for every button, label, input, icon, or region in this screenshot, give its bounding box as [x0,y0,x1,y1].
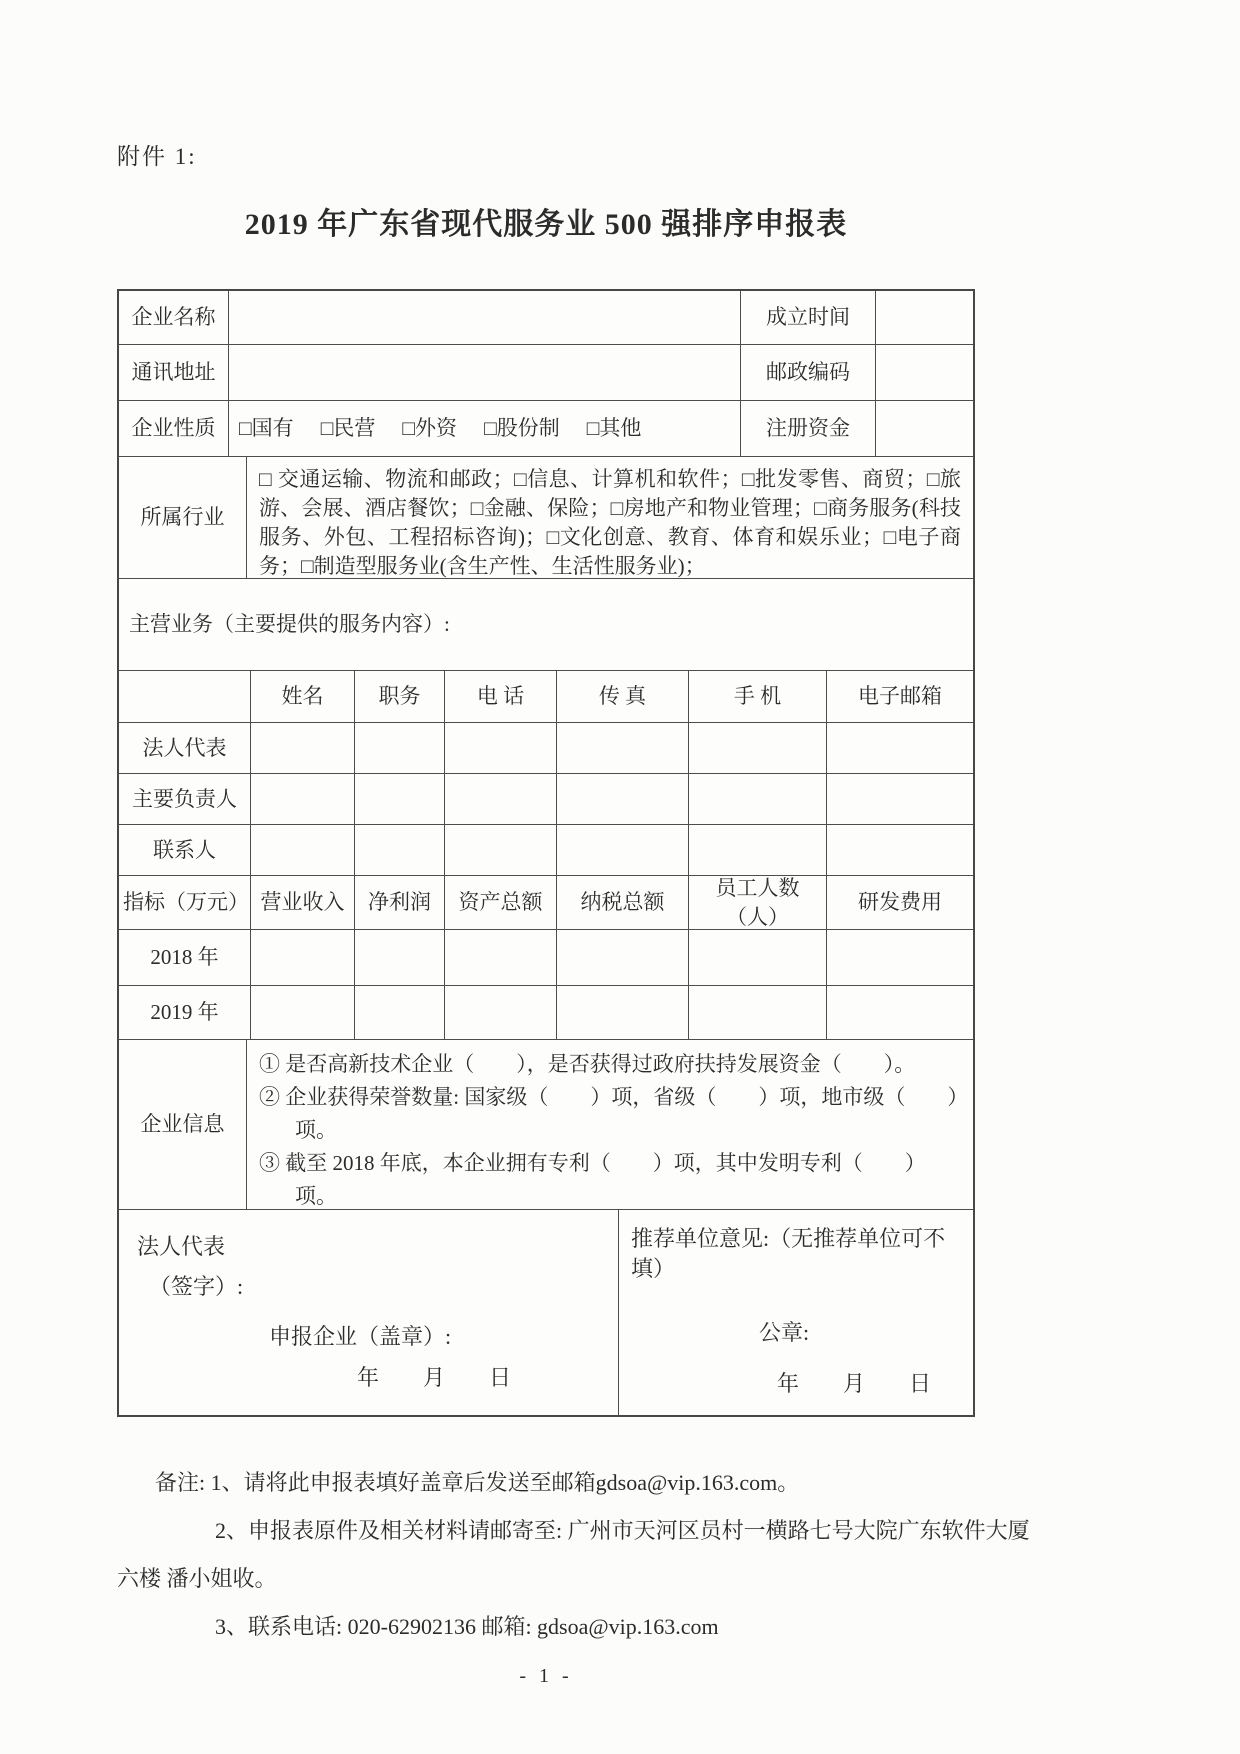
col-header-phone: 电 话 [445,671,557,722]
industry-label: 所属行业 [119,457,247,578]
input-cell [689,774,827,824]
input-cell [445,825,557,875]
input-cell [557,930,689,985]
input-cell [355,774,445,824]
input-cell [827,774,973,824]
notes-label: 备注: [155,1470,206,1495]
nature-label: 企业性质 [119,401,229,456]
input-cell [827,986,973,1039]
row-label-contact: 联系人 [119,825,251,875]
attachment-label: 附件 1: [117,144,197,169]
row-label-responsible: 主要负责人 [119,774,251,824]
company-info-item-3: ③ 截至 2018 年底，本企业拥有专利（ ）项，其中发明专利（ ）项。 [259,1151,926,1208]
application-form-table [117,289,975,1417]
sign-here-label: （签字）: [149,1274,244,1299]
input-cell [445,986,557,1039]
checkbox-option-other: □其他 [586,416,642,441]
founded-field [876,291,973,344]
capital-label: 注册资金 [741,401,876,456]
input-cell [689,825,827,875]
input-cell [251,930,355,985]
page-number: - 1 - [519,1665,573,1687]
main-business-label: 主营业务（主要提供的服务内容）: [129,612,450,637]
input-cell [445,930,557,985]
col-header-total-tax: 纳税总额 [557,876,689,929]
row-label-2018: 2018 年 [119,930,251,985]
checkbox-option-private: □民营 [320,416,376,441]
input-cell [355,930,445,985]
note-item-2-continued: 六楼 潘小姐收。 [117,1566,277,1591]
nature-options [229,401,741,456]
company-name-label: 企业名称 [119,291,229,344]
table-row [119,774,973,825]
official-seal-label: 公章: [759,1320,810,1345]
table-row [119,1040,973,1210]
founded-label: 成立时间 [741,291,876,344]
signature-row [119,1210,973,1415]
contacts-header-row [119,671,973,723]
note-item-1: 1、请将此申报表填好盖章后发送至邮箱gdsoa@vip.163.com。 [210,1470,800,1495]
input-cell [557,825,689,875]
indicators-header-row [119,876,973,930]
checkbox-option-joint-stock: □股份制 [484,416,560,441]
signature-left-cell [119,1210,619,1415]
table-row [119,825,973,876]
input-cell [251,986,355,1039]
address-field [229,345,741,400]
col-header-total-assets: 资产总额 [445,876,557,929]
input-cell [251,825,355,875]
address-label: 通讯地址 [119,345,229,400]
col-header-rnd-expense: 研发费用 [858,890,942,915]
input-cell [827,825,973,875]
note-item-2: 2、申报表原件及相关材料请邮寄至: 广州市天河区员村一横路七号大院广东软件大厦 [215,1518,1030,1543]
legal-rep-sign-label: 法人代表 [137,1234,226,1259]
col-header-mobile: 手 机 [689,671,827,722]
input-cell [355,723,445,773]
input-cell [689,986,827,1039]
input-cell [827,930,973,985]
company-info-label: 企业信息 [119,1040,247,1209]
table-row [119,457,973,579]
recommend-unit-label: 推荐单位意见:（无推荐单位可不填） [631,1226,946,1281]
right-date-placeholder: 年 月 日 [777,1371,932,1397]
postcode-field [876,345,973,400]
page-content [117,0,1123,1688]
note-line-1 [155,1459,1123,1507]
table-row [119,986,973,1040]
input-cell [557,723,689,773]
checkbox-option-state-owned: □国有 [239,416,294,441]
postcode-label: 邮政编码 [741,345,876,400]
left-date-placeholder: 年 月 日 [357,1365,512,1391]
company-seal-label: 申报企业（盖章）: [269,1324,452,1349]
input-cell [557,986,689,1039]
input-cell [251,774,355,824]
input-cell [827,723,973,773]
col-header-net-profit: 净利润 [355,876,445,929]
input-cell [445,774,557,824]
input-cell [689,930,827,985]
table-row [119,930,973,986]
input-cell [355,986,445,1039]
table-row [119,291,973,345]
row-label-2019: 2019 年 [119,986,251,1039]
input-cell [557,774,689,824]
capital-field [876,401,973,456]
checkbox-option-foreign: □外资 [402,416,458,441]
company-name-field [229,291,741,344]
input-cell [689,723,827,773]
col-header-revenue: 营业收入 [251,876,355,929]
notes-section [117,1459,1123,1651]
row-label-legal-rep: 法人代表 [119,723,251,773]
note-item-3: 3、联系电话: 020-62902136 邮箱: gdsoa@vip.163.com [215,1614,719,1639]
table-row [119,723,973,774]
company-info-item-2: ② 企业获得荣誉数量: 国家级（ ）项，省级（ ）项，地市级（ ）项。 [259,1085,958,1142]
col-header-name: 姓名 [251,671,355,722]
input-cell [251,723,355,773]
indicator-unit-label: 指标（万元） [119,876,251,929]
input-cell [355,825,445,875]
col-header-email: 电子邮箱 [858,684,942,709]
industry-options-text: □ 交通运输、物流和邮政；□信息、计算机和软件；□批发零售、商贸；□旅游、会展、酒店餐饮；□金融、保险；□房地产和物业管理；□商务服务(科技服务、外包、工程招标咨询)；□文化创意、教育、体育和娱乐业；□电子商务；□制造型服务业(含生产性、生活性服务业)； [259,467,961,578]
table-row [119,401,973,457]
col-header-position: 职务 [355,671,445,722]
col-header-employees: 员工人数（人） [689,876,827,929]
company-info-items [247,1040,973,1209]
table-row [119,579,973,671]
signature-right-cell [619,1210,973,1415]
page-title: 2019 年广东省现代服务业 500 强排序申报表 [244,208,848,241]
input-cell [445,723,557,773]
company-info-item-1: ① 是否高新技术企业（ ），是否获得过政府扶持发展资金（ ）。 [259,1052,916,1076]
table-row [119,345,973,401]
contacts-corner-cell [119,671,251,722]
col-header-fax: 传 真 [557,671,689,722]
